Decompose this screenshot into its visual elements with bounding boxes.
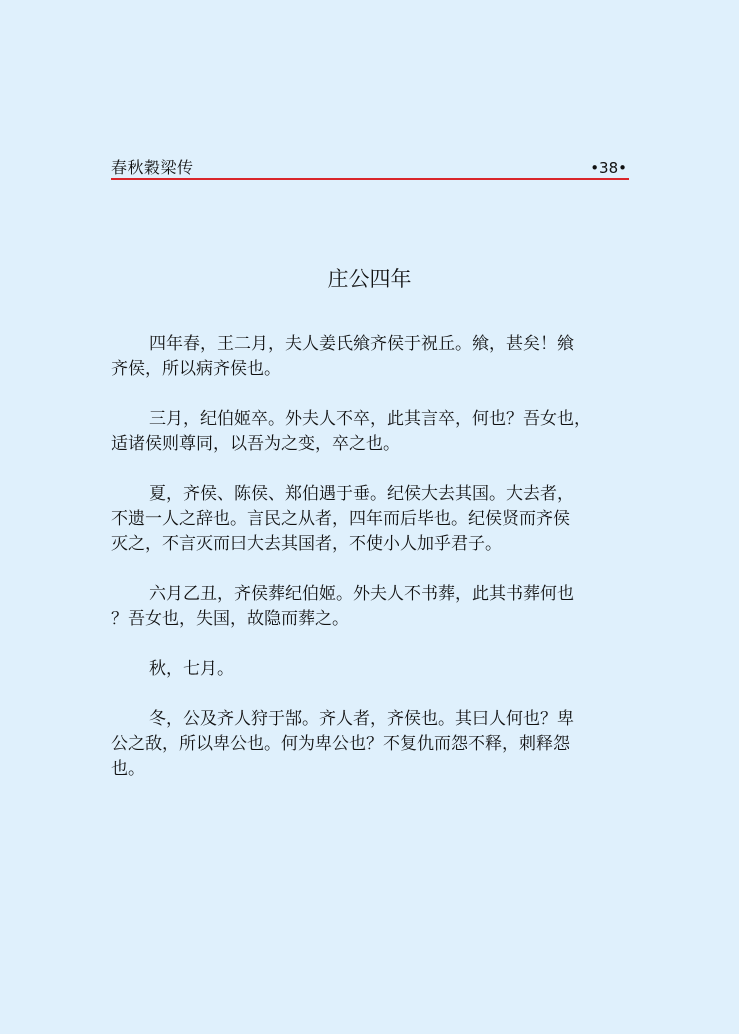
chapter-body [111,332,631,807]
book-title: 春秋穀梁传 [111,158,194,177]
text-line: 冬，公及齐人狩于郜。齐人者，齐侯也。其曰人何也？卑 [149,709,574,729]
paragraph-winter [111,707,631,782]
text-line: 灭之，不言灭而曰大去其国者，不使小人加乎君子。 [111,534,502,554]
text-line: ？吾女也，失国，故隐而葬之。 [111,609,349,629]
text-line: 也。 [111,759,145,779]
text-line: 不遗一人之辞也。言民之从者，四年而后毕也。纪侯贤而齐侯 [111,509,570,529]
paragraph-sixth-month [111,582,631,632]
chapter-title: 庄公四年 [327,267,412,291]
page-number: •38• [590,159,627,177]
text-line: 四年春，王二月，夫人姜氏飨齐侯于祝丘。飨，甚矣！飨 [149,334,574,354]
text-line: 夏，齐侯、陈侯、郑伯遇于垂。纪侯大去其国。大去者， [149,484,574,504]
text-line: 齐侯，所以病齐侯也。 [111,359,281,379]
text-line: 适诸侯则尊同，以吾为之变，卒之也。 [111,434,400,454]
paragraph-autumn [111,657,631,682]
page-header [111,158,629,180]
paragraph-third-month [111,407,631,457]
paragraph-spring [111,332,631,382]
text-line: 公之敌，所以卑公也。何为卑公也？不复仇而怨不释，刺释怨 [111,734,570,754]
text-line: 六月乙丑，齐侯葬纪伯姬。外夫人不书葬，此其书葬何也 [149,584,574,604]
text-line: 三月，纪伯姬卒。外夫人不卒，此其言卒，何也？吾女也， [149,409,591,429]
text-line: 秋，七月。 [149,659,234,679]
paragraph-summer [111,482,631,557]
